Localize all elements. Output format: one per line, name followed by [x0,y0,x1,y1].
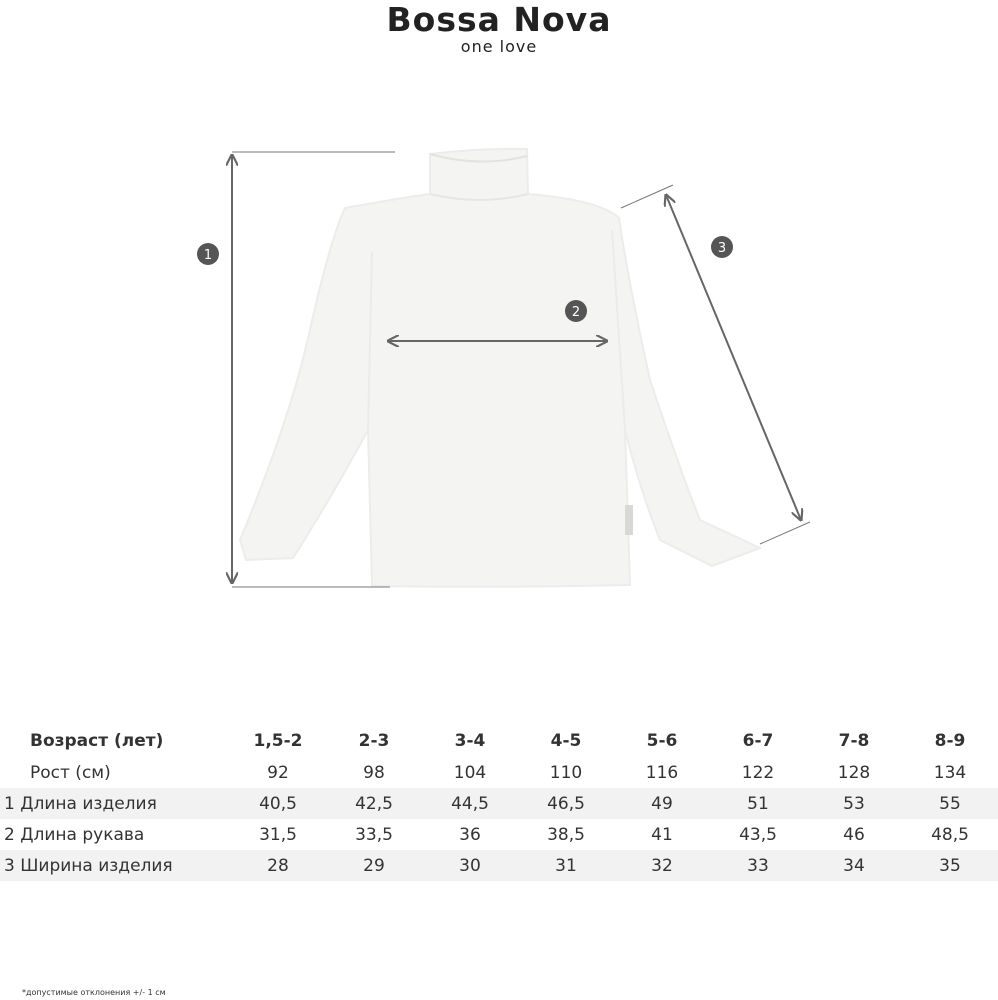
table-cell: 8-9 [934,731,966,751]
brand-tagline: one love [460,37,538,56]
table-cell: 32 [614,850,710,881]
table-cell: 40,5 [230,788,326,819]
table-cell: 104 [453,762,487,783]
row-label: 3 Ширина изделия [0,850,230,881]
table-cell: 29 [326,850,422,881]
table-cell: 31 [518,850,614,881]
table-cell: 44,5 [422,788,518,819]
table-cell: 98 [363,762,385,783]
table-cell: 38,5 [547,824,585,845]
table-cell: 43,5 [739,824,777,845]
sleeve-arrow [666,195,801,520]
table-cell: 110 [549,762,583,783]
turtleneck-shirt-image [240,149,760,587]
table-cell: 3-4 [454,731,486,751]
table-header-row [0,725,998,757]
table-cell: 49 [614,788,710,819]
row-label: Возраст (лет) [30,731,164,751]
table-cell: 7-8 [838,731,870,751]
row-label: 2 Длина рукава [4,824,145,845]
table-row [0,788,998,819]
marker-3-text: 3 [717,241,727,256]
marker-3-badge [711,236,733,258]
table-cell: 36 [459,824,481,845]
table-cell: 48,5 [931,824,969,845]
table-cell: 46,5 [518,788,614,819]
table-cell: 46 [843,824,865,845]
sleeve-guide-top [621,185,673,208]
marker-2-text: 2 [571,305,581,320]
marker-1-text: 1 [203,248,213,263]
table-cell: 31,5 [259,824,297,845]
table-cell: 2-3 [358,731,390,751]
table-cell: 30 [422,850,518,881]
size-chart-table [0,725,998,881]
table-cell: 34 [806,850,902,881]
table-cell: 92 [267,762,289,783]
table-cell: 4-5 [550,731,582,751]
brand-logo-text: Bossa Nova [386,0,612,39]
row-label: Рост (см) [30,762,111,783]
table-cell: 41 [651,824,673,845]
table-cell: 55 [902,788,998,819]
marker-1-badge [197,243,219,265]
table-cell: 33,5 [355,824,393,845]
table-row [0,757,998,788]
table-cell: 128 [837,762,871,783]
sleeve-guide-bottom [760,522,810,544]
table-row [0,850,998,881]
table-cell: 134 [933,762,967,783]
sewn-label-tag [625,505,633,535]
table-cell: 33 [710,850,806,881]
table-cell: 1,5-2 [253,731,303,751]
table-cell: 42,5 [326,788,422,819]
table-cell: 122 [741,762,775,783]
table-cell: 53 [806,788,902,819]
table-cell: 28 [230,850,326,881]
table-cell: 35 [902,850,998,881]
marker-2-badge [565,300,587,322]
table-cell: 116 [645,762,679,783]
tolerance-footnote: *допустимые отклонения +/- 1 см [22,988,166,997]
table-row [0,819,998,850]
row-label: 1 Длина изделия [0,788,230,819]
table-cell: 6-7 [742,731,774,751]
table-cell: 51 [710,788,806,819]
table-cell: 5-6 [646,731,678,751]
